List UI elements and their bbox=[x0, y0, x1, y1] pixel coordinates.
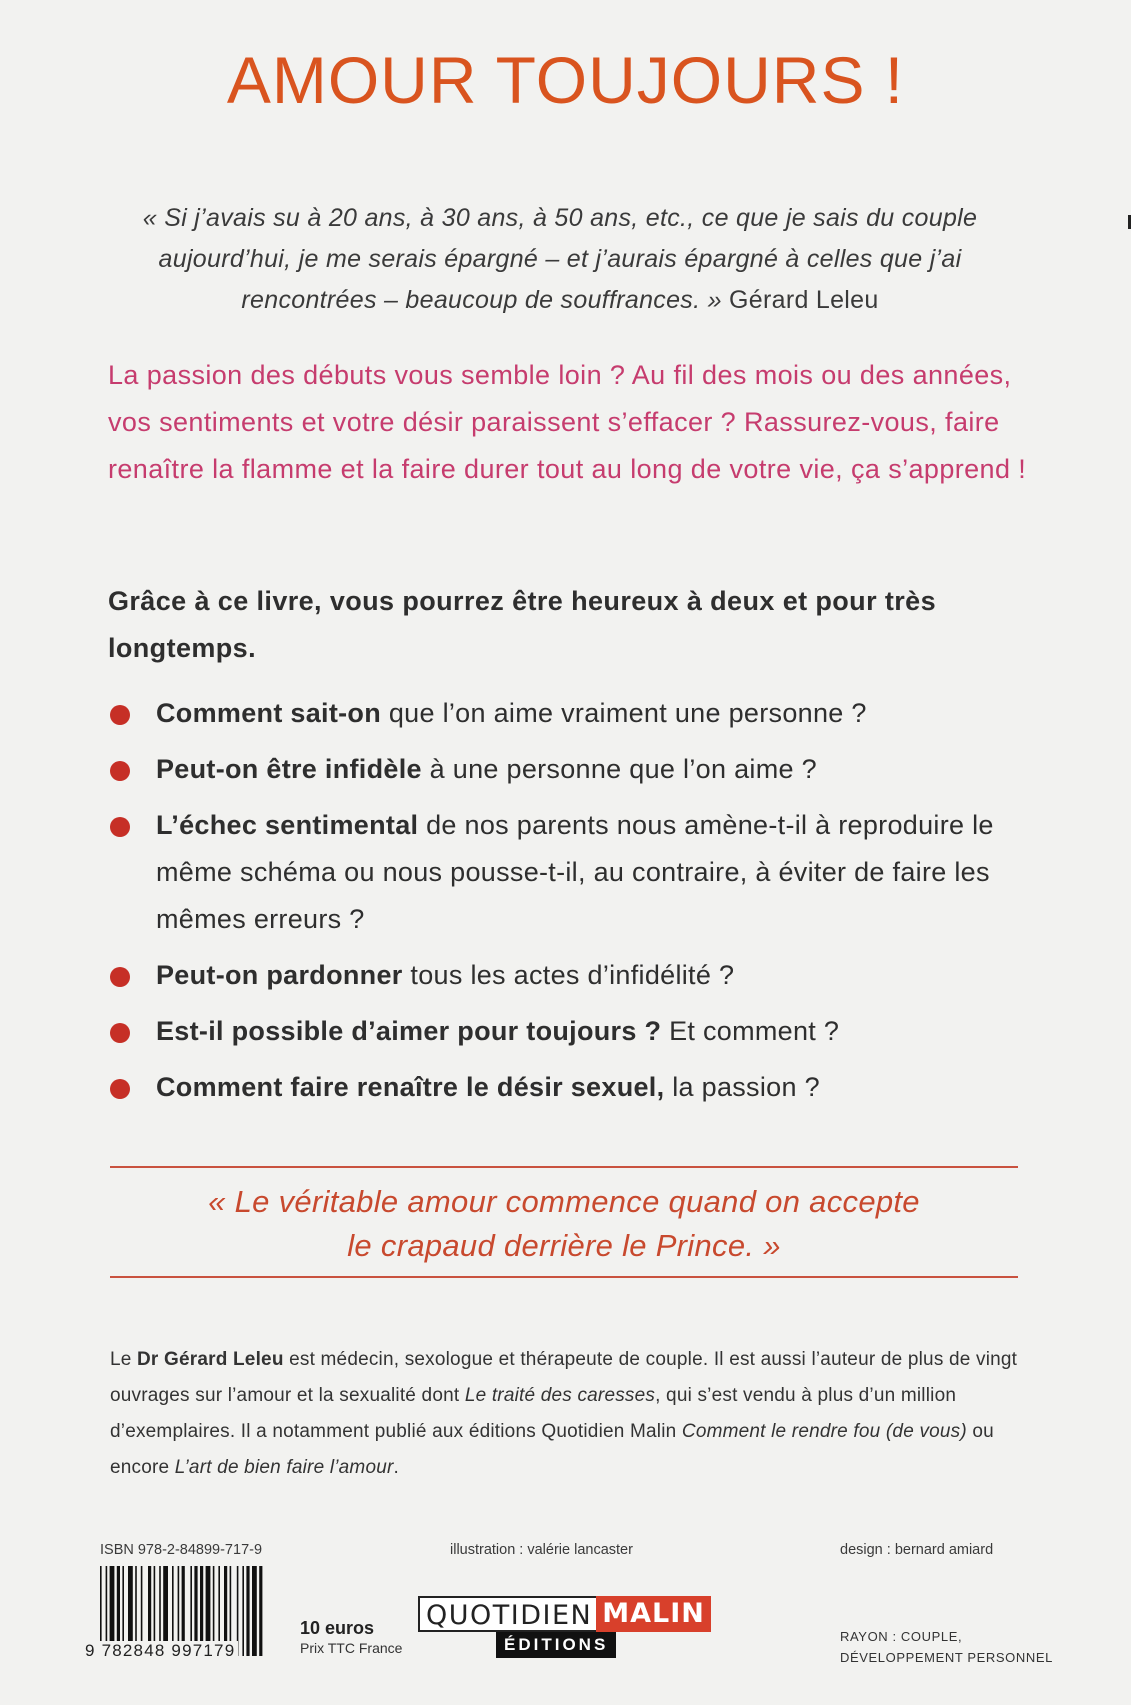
list-item-rest: que l’on aime vraiment une personne ? bbox=[381, 698, 867, 728]
bio-text-3: , qui s’est vendu à plus d’un million d’exemplaires. Il a notamment publié aux éditions Quotidien Malin bbox=[110, 1385, 957, 1442]
price-note: Prix TTC France bbox=[300, 1640, 403, 1656]
pull-quote bbox=[110, 1180, 1018, 1268]
list-item bbox=[108, 1064, 1028, 1111]
publisher-name-part-1: QUOTIDIEN bbox=[418, 1596, 596, 1632]
epigraph-author: Gérard Leleu bbox=[729, 286, 879, 314]
bio-text-1: Le bbox=[110, 1349, 138, 1370]
lead-paragraph: Grâce à ce livre, vous pourrez être heureux à deux et pour très longtemps. bbox=[108, 586, 937, 663]
list-item-rest: de nos parents nous amène-t-il à reproduire le même schéma ou nous pousse-t-il, au contraire, à éviter de faire les mêmes erreurs ? bbox=[156, 810, 994, 934]
bullet-dot-icon bbox=[110, 761, 130, 781]
intro-paragraph: La passion des débuts vous semble loin ? Au fil des mois ou des années, vos sentiments et votre désir paraissent s’effacer ? Rassurez-vous, faire renaître la flamme et la faire durer tout au long de votre vie, ça s’apprend ! bbox=[108, 360, 1027, 484]
author-bio bbox=[110, 1342, 1020, 1486]
shelf-category-line-2: DÉVELOPPEMENT PERSONNEL bbox=[840, 1650, 1053, 1665]
price: 10 euros bbox=[300, 1618, 375, 1638]
list-item-rest: tous les actes d’infidélité ? bbox=[402, 960, 735, 990]
list-item bbox=[108, 802, 1028, 943]
publisher-name-part-2: MALIN bbox=[596, 1596, 711, 1632]
list-item-rest: la passion ? bbox=[664, 1072, 820, 1102]
bio-book-2: Comment le rendre fou (de vous) bbox=[681, 1421, 967, 1442]
bullet-dot-icon bbox=[110, 1079, 130, 1099]
shelf-category bbox=[840, 1626, 1053, 1668]
list-item-bold: L’échec sentimental bbox=[156, 810, 419, 840]
pull-quote-line-1: « Le véritable amour commence quand on accepte bbox=[208, 1184, 920, 1219]
bullet-dot-icon bbox=[110, 967, 130, 987]
shelf-category-line-1: RAYON : COUPLE, bbox=[840, 1629, 963, 1644]
bullet-dot-icon bbox=[110, 1023, 130, 1043]
list-item bbox=[108, 952, 1028, 999]
bullet-dot-icon bbox=[110, 817, 130, 837]
question-list bbox=[108, 690, 1028, 1120]
quote-top-divider bbox=[110, 1166, 1018, 1168]
publisher-logo bbox=[418, 1596, 711, 1658]
quote-bottom-divider bbox=[110, 1276, 1018, 1278]
list-item-bold: Peut-on être infidèle bbox=[156, 754, 422, 784]
bio-dr: Dr bbox=[137, 1349, 159, 1370]
list-item-rest: à une personne que l’on aime ? bbox=[421, 754, 817, 784]
barcode-number: 9 782848 997179 bbox=[82, 1641, 238, 1661]
bio-author-name: Gérard Leleu bbox=[158, 1349, 284, 1370]
bullet-dot-icon bbox=[110, 705, 130, 725]
list-item-bold: Est-il possible d’aimer pour toujours ? bbox=[156, 1016, 662, 1046]
list-item bbox=[108, 690, 1028, 737]
bio-text-4: ou encore bbox=[110, 1421, 994, 1478]
list-item-rest: Et comment ? bbox=[661, 1016, 840, 1046]
illustration-credit: illustration : valérie lancaster bbox=[450, 1542, 633, 1558]
cover-title: AMOUR TOUJOURS ! bbox=[226, 43, 905, 117]
bio-book-3: L’art de bien faire l’amour bbox=[174, 1457, 394, 1478]
list-item-bold: Comment faire renaître le désir sexuel, bbox=[156, 1072, 665, 1102]
bio-text-5: . bbox=[393, 1457, 400, 1478]
bio-book-1: Le traité des caresses bbox=[464, 1385, 656, 1406]
list-item-bold: Peut-on pardonner bbox=[156, 960, 403, 990]
list-item bbox=[108, 1008, 1028, 1055]
list-item bbox=[108, 746, 1028, 793]
epigraph-text: « Si j’avais su à 20 ans, à 30 ans, à 50 ans, etc., ce que je sais du couple aujourd’hui, je me serais épargné – et j’aurais épargné à celles que j’ai rencontrées – beaucoup de souffrances. » bbox=[142, 204, 978, 314]
pull-quote-line-2: le crapaud derrière le Prince. » bbox=[347, 1228, 781, 1263]
bio-text-2: est médecin, sexologue et thérapeute de couple. Il est aussi l’auteur de plus de vingt ouvrages sur l’amour et la sexualité dont bbox=[110, 1349, 1018, 1406]
publisher-subtitle: ÉDITIONS bbox=[496, 1632, 616, 1658]
isbn: ISBN 978-2-84899-717-9 bbox=[100, 1542, 263, 1558]
epigraph bbox=[90, 198, 1030, 321]
design-credit: design : bernard amiard bbox=[840, 1542, 994, 1558]
list-item-bold: Comment sait-on bbox=[156, 698, 382, 728]
